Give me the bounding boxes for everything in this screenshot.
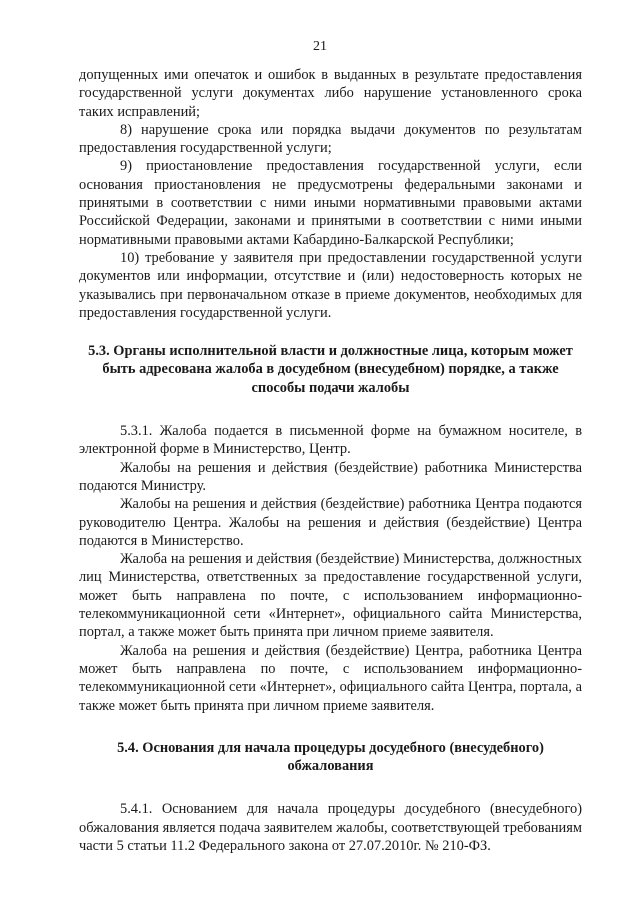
section-heading-5-3: 5.3. Органы исполнительной власти и должностные лица, которым может быть адресована жалоба в досудебном (внесудебном) порядке, а также способы подачи жалобы: [88, 343, 573, 396]
paragraph-complaint-center-worker: Жалобы на решения и действия (бездействие) работника Центра подаются руководителю Центра. Жалобы на решения и действия (бездействие) Центра подаются в Министерство.: [79, 496, 582, 549]
paragraph-5-3-1: 5.3.1. Жалоба подается в письменной форме на бумажном носителе, в электронной форме в Министерство, Центр.: [79, 423, 582, 458]
paragraph-5-4-1: 5.4.1. Основанием для начала процедуры досудебного (внесудебного) обжалования является подача заявителем жалобы, соответствующей требованиям части 5 статьи 11.2 Федерального закона от 27.07.2010г. № 210-ФЗ.: [79, 801, 582, 854]
paragraph-item-9: 9) приостановление предоставления государственной услуги, если основания приостановления не предусмотрены федеральными законами и принятыми в соответствии с ними иными нормативными правовыми актами Российской Федерации, законами и принятыми в соответствии с ними иными нормативными правовыми актами Кабардино-Балкарской Республики;: [79, 158, 582, 248]
paragraph-item-10: 10) требование у заявителя при предоставлении государственной услуги документов или информации, отсутствие и (или) недостоверность которых не указывались при первоначальном отказе в приеме документов, необходимых для предоставления государственной услуги.: [79, 249, 582, 321]
paragraph-complaint-ministry-worker: Жалобы на решения и действия (бездействие) работника Министерства подаются Министру.: [79, 459, 582, 494]
paragraph-complaint-ministry: Жалоба на решения и действия (бездействие) Министерства, должностных лиц Министерства, ответственных за предоставление государственной услуги, может быть направлена по почте, с использованием информационно-телекоммуникационной сети «Интернет», официального сайта Министерства, портал, а также может быть принята при личном приеме заявителя.: [79, 551, 582, 641]
paragraph-complaint-center: Жалоба на решения и действия (бездействие) Центра, работника Центра может быть направлена по почте, с использованием информационно-телекоммуникационной сети «Интернет», официального сайта Центра, портала, а также может быть принята при личном приеме заявителя.: [79, 642, 582, 714]
paragraph-item-8: 8) нарушение срока или порядка выдачи документов по результатам предоставления государственной услуги;: [79, 121, 582, 157]
document-body: [79, 66, 582, 855]
paragraph-continuation: допущенных ими опечаток и ошибок в выданных в результате предоставления государственной услуги документах либо нарушение установленного срока таких исправлений;: [79, 67, 582, 120]
page-number: 21: [313, 39, 327, 54]
section-heading-5-4: 5.4. Основания для начала процедуры досудебного (внесудебного) обжалования: [117, 739, 544, 775]
